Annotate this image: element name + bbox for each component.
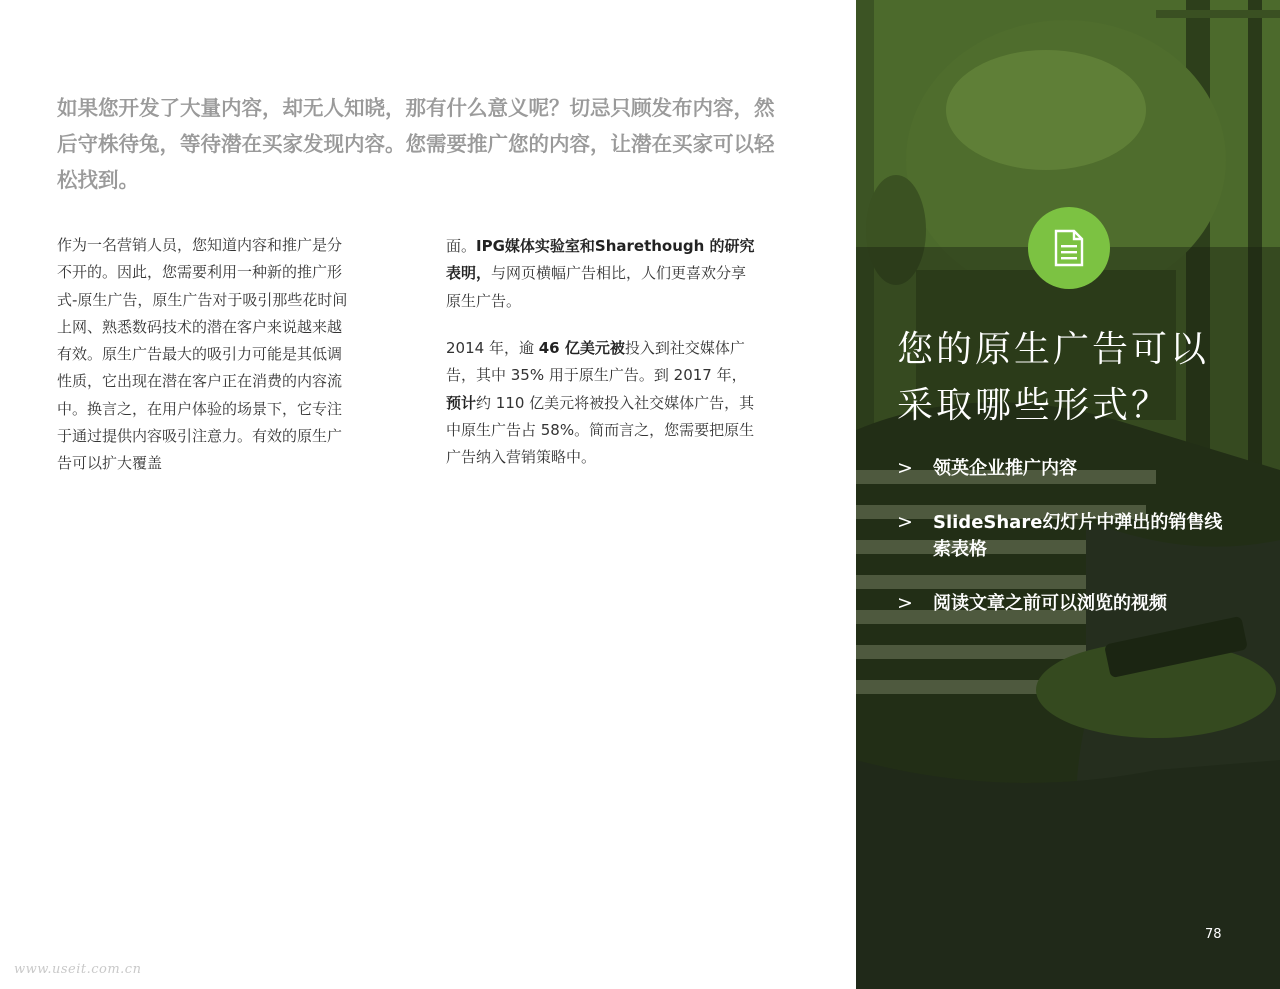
list-item-text: 阅读文章之前可以浏览的视频 — [933, 593, 1167, 614]
list-item — [897, 590, 1237, 617]
list-item-text: SlideShare幻灯片中弹出的销售线索表格 — [933, 512, 1223, 560]
bold-text-run: 46 亿美元被 — [538, 339, 625, 357]
text-run: 2014 年，逾 — [446, 339, 539, 357]
panel-title: 您的原生广告可以采取哪些形式？ — [897, 329, 1210, 426]
photo-panel — [856, 0, 1280, 989]
bold-text-run: 预计 — [446, 393, 477, 412]
body-column-left: 作为一名营销人员，您知道内容和推广是分不开的。因此，您需要利用一种新的推广形式-原生广告，原生广告对于吸引那些花时间上网、熟悉数码技术的潜在客户来说越来越有效。原生广告最大的吸引力可能是其低调性质，它出现在潜在客户正在消费的内容流中。换言之，在用户体验的场景下，它专注于通过提供内容吸引注意力。有效的原生广告可以扩大覆盖 — [57, 236, 348, 473]
document-badge — [1028, 207, 1110, 289]
chevron-right-icon: > — [897, 511, 913, 533]
text-run: 与网页横幅广告相比，人们更喜欢分享原生广告。 — [446, 264, 747, 310]
bold-text-run: IPG媒体实验室和Sharethough 的研究表明， — [446, 237, 755, 283]
text-run: 约 110 亿美元将被投入社交媒体广告，其中原生广告占 58%。简而言之，您需要把原生广告纳入营销策略中。 — [446, 393, 755, 467]
list-item — [897, 455, 1237, 482]
document-icon — [1054, 229, 1084, 267]
body-column-right-paragraph-2 — [446, 335, 760, 471]
form-list — [897, 455, 1237, 644]
chevron-right-icon: > — [897, 457, 913, 479]
body-column-right-paragraph-1 — [446, 233, 760, 315]
watermark: www.useit.com.cn — [14, 962, 142, 977]
list-item — [897, 509, 1237, 563]
intro-paragraph: 如果您开发了大量内容，却无人知晓，那有什么意义呢？切忌只顾发布内容，然后守株待兔，等待潜在买家发现内容。您需要推广您的内容，让潜在买家可以轻松找到。 — [57, 96, 775, 192]
chevron-right-icon: > — [897, 592, 913, 614]
list-item-text: 领英企业推广内容 — [933, 458, 1077, 479]
text-run: 面。 — [446, 237, 477, 255]
text-run: 投入到社交媒体广告，其中 35% 用于原生广告。到 2017 年， — [446, 339, 747, 385]
page-number: 78 — [1205, 927, 1222, 942]
